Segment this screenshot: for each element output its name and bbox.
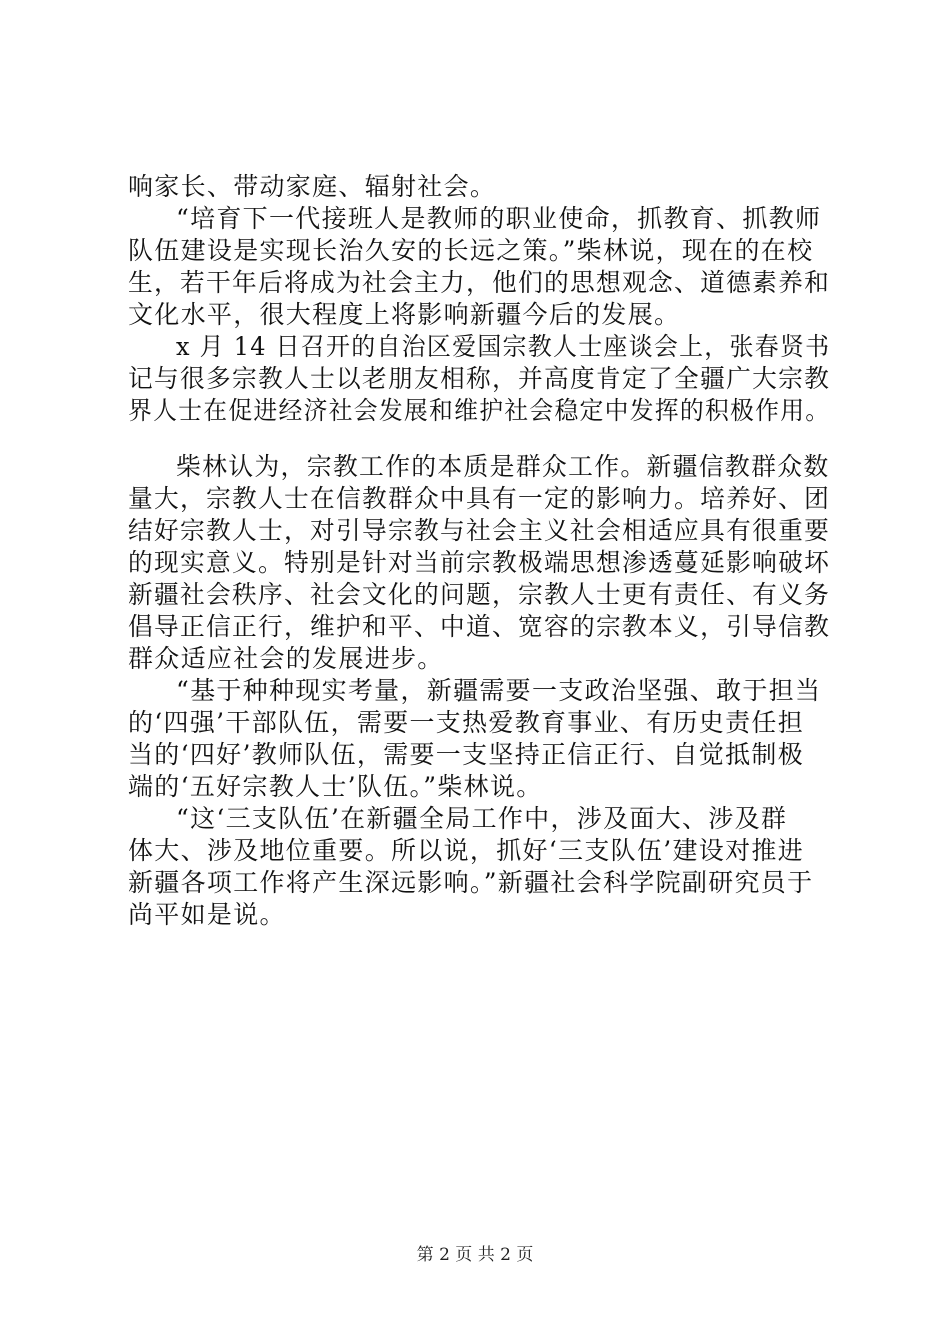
text-line: 记与很多宗教人士以老朋友相称，并高度肯定了全疆广大宗教 [128, 364, 831, 393]
text-line: 结好宗教人士，对引导宗教与社会主义社会相适应具有很重要 [128, 516, 831, 545]
text-line: 端的‘五好宗教人士’队伍。”柴林说。 [128, 772, 543, 801]
text-line: “培育下一代接班人是教师的职业使命，抓教育、抓教师 [176, 204, 822, 233]
text-line: 的现实意义。特别是针对当前宗教极端思想渗透蔓延影响破坏 [128, 548, 831, 577]
text-line: 尚平如是说。 [128, 900, 286, 929]
text-line: 体大、涉及地位重要。所以说，抓好‘三支队伍’建设对推进 [128, 836, 804, 865]
text-line: 生，若干年后将成为社会主力，他们的思想观念、道德素养和 [128, 268, 831, 297]
text-line: 新疆各项工作将产生深远影响。”新疆社会科学院副研究员于 [128, 868, 814, 897]
text-line: 量大，宗教人士在信教群众中具有一定的影响力。培养好、团 [128, 484, 831, 513]
text-line: 文化水平，很大程度上将影响新疆今后的发展。 [128, 300, 681, 329]
text-line: “基于种种现实考量，新疆需要一支政治坚强、敢于担当 [176, 676, 822, 705]
text-line: “这‘三支队伍’在新疆全局工作中，涉及面大、涉及群 [176, 804, 788, 833]
text-line: 柴林认为，宗教工作的本质是群众工作。新疆信教群众数 [176, 452, 830, 481]
text-line: 界人士在促进经济社会发展和维护社会稳定中发挥的积极作用。 [128, 396, 831, 425]
text-line: 的‘四强’干部队伍，需要一支热爱教育事业、有历史责任担 [128, 708, 804, 737]
text-line: 响家长、带动家庭、辐射社会。 [128, 172, 497, 201]
text-line: 队伍建设是实现长治久安的长远之策。”柴林说，现在的在校 [128, 236, 814, 265]
text-line: 新疆社会秩序、社会文化的问题，宗教人士更有责任、有义务 [128, 580, 831, 609]
page-number-footer: 第 2 页 共 2 页 [416, 1245, 534, 1265]
text-line: 倡导正信正行，维护和平、中道、宽容的宗教本义，引导信教 [128, 612, 831, 641]
text-line: x 月 14 日召开的自治区爱国宗教人士座谈会上，张春贤书 [176, 332, 831, 361]
text-line: 当的‘四好’教师队伍，需要一支坚持正信正行、自觉抵制极 [128, 740, 804, 769]
text-line: 群众适应社会的发展进步。 [128, 644, 444, 673]
